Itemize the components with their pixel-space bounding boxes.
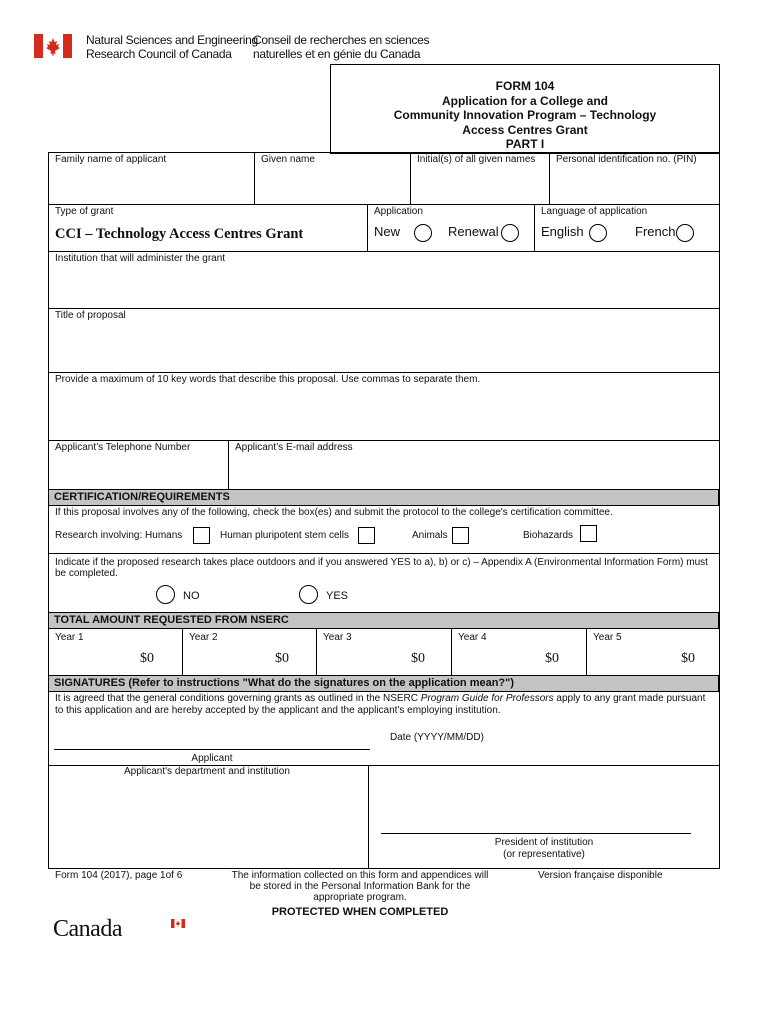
english-label: English (541, 224, 584, 239)
humans-checkbox[interactable] (193, 527, 210, 544)
col-divider (534, 204, 535, 251)
french-radio[interactable] (676, 224, 694, 242)
outdoors-no-radio[interactable] (156, 585, 175, 604)
agency-name-fr-line2: naturelles et en génie du Canada (253, 47, 421, 61)
protected-notice: PROTECTED WHEN COMPLETED (271, 906, 449, 918)
row-divider (48, 372, 720, 373)
agency-name-fr-line1: Conseil de recherches en sciences (253, 33, 430, 47)
col-divider (451, 629, 452, 676)
canada-wordmark (53, 915, 143, 945)
privacy-notice-line1: The information collected on this form and appendices will (231, 870, 489, 881)
row-divider (48, 308, 720, 309)
keywords-field[interactable] (50, 386, 718, 438)
total-amount-heading: TOTAL AMOUNT REQUESTED FROM NSERC (48, 612, 719, 629)
email-label: Applicant’s E-mail address (235, 442, 353, 453)
stem-cells-checkbox[interactable] (358, 527, 375, 544)
animals-label: Animals (412, 530, 448, 541)
year-4-amount[interactable]: $0 (545, 651, 559, 666)
year-3-amount[interactable]: $0 (411, 651, 425, 666)
signatures-heading: SIGNATURES (Refer to instructions "What do the signatures on the application mean?") (48, 675, 719, 692)
department-institution-field[interactable] (50, 779, 366, 867)
given-name-field[interactable] (256, 167, 408, 202)
president-representative-label: (or representative) (503, 849, 585, 860)
year-5-amount[interactable]: $0 (681, 651, 695, 666)
initials-label: Initial(s) of all given names (417, 154, 536, 165)
form-number: FORM 104 (495, 79, 555, 93)
col-divider (228, 440, 229, 490)
applicant-signature-line[interactable] (54, 749, 370, 750)
form-title-line3: Access Centres Grant (462, 122, 588, 137)
grant-type-label: Type of grant (55, 206, 114, 217)
family-name-field[interactable] (50, 167, 252, 202)
renewal-label: Renewal (448, 224, 499, 239)
keywords-label: Provide a maximum of 10 key words that describe this proposal. Use commas to separate them. (55, 374, 481, 385)
col-divider (549, 152, 550, 204)
given-name-label: Given name (261, 154, 315, 165)
col-divider (410, 152, 411, 204)
year-3-label: Year 3 (323, 632, 352, 643)
new-label: New (374, 224, 401, 239)
agreement-text-line2: to this application and are hereby accepted by the applicant and the applicant's employing institution. (55, 705, 501, 716)
row-divider (48, 204, 720, 205)
institution-label: Institution that will administer the grant (55, 253, 226, 264)
new-radio[interactable] (414, 224, 432, 242)
institution-field[interactable] (50, 265, 718, 306)
proposal-title-field[interactable] (50, 322, 718, 370)
privacy-notice (210, 870, 510, 903)
applicant-signature-label: Applicant (191, 753, 233, 764)
wordmark-flag-icon (171, 919, 185, 928)
outdoors-no-label: NO (183, 590, 200, 602)
canada-flag-icon (34, 34, 72, 58)
outdoors-yes-label: YES (326, 590, 349, 602)
english-radio[interactable] (589, 224, 607, 242)
program-guide-title: Program Guide for Professors (420, 693, 554, 704)
renewal-radio[interactable] (501, 224, 519, 242)
biohazards-checkbox[interactable] (580, 525, 597, 542)
phone-label: Applicant’s Telephone Number (55, 442, 191, 453)
form-part: PART I (505, 137, 545, 151)
row-divider (48, 251, 720, 252)
agency-name-en-line1: Natural Sciences and Engineering (86, 33, 258, 47)
date-label: Date (YYYY/MM/DD) (390, 732, 484, 743)
year-1-amount[interactable]: $0 (140, 651, 154, 666)
row-divider (48, 553, 720, 554)
col-divider (368, 765, 369, 869)
year-5-label: Year 5 (593, 632, 622, 643)
initials-field[interactable] (412, 167, 547, 202)
agency-name-fr (253, 33, 429, 61)
application-label: Application (374, 206, 423, 217)
certification-heading: CERTIFICATION/REQUIREMENTS (48, 489, 719, 506)
agreement-post: apply to any grant made pursuant (553, 693, 706, 704)
year-4-label: Year 4 (458, 632, 487, 643)
form-page-number: Form 104 (2017), page 1of 6 (55, 870, 183, 881)
year-2-label: Year 2 (189, 632, 218, 643)
agreement-pre: It is agreed that the general conditions governing grants as outlined in the NSERC (55, 693, 421, 704)
pin-field[interactable] (551, 167, 718, 202)
phone-field[interactable] (50, 455, 226, 488)
french-label: French (635, 224, 676, 239)
proposal-title-label: Title of proposal (55, 310, 126, 321)
privacy-notice-line3: appropriate program. (313, 892, 407, 903)
biohazards-label: Biohazards (523, 530, 574, 541)
email-field[interactable] (230, 455, 718, 488)
agency-name-en (86, 33, 258, 61)
pin-label: Personal identification no. (PIN) (556, 154, 697, 165)
outdoors-text-line1: Indicate if the proposed research takes place outdoors and if you answered YES to a), b) or c) – Appendix A (Environmental Information Form) must (55, 557, 708, 568)
form-title-line2: Community Innovation Program – Technology (393, 108, 657, 122)
french-version-note: Version française disponible (538, 870, 663, 881)
president-signature-line[interactable] (381, 833, 691, 834)
certification-intro: If this proposal involves any of the following, check the box(es) and submit the protocol to the college's certification committee. (55, 507, 613, 518)
outdoors-text-line2: be completed. (55, 568, 118, 579)
year-1-label: Year 1 (55, 632, 84, 643)
col-divider (182, 629, 183, 676)
col-divider (254, 152, 255, 204)
col-divider (316, 629, 317, 676)
language-label: Language of application (541, 206, 648, 217)
grant-type-value: CCI – Technology Access Centres Grant (55, 226, 304, 242)
president-label: President of institution (494, 837, 594, 848)
agency-name-en-line2: Research Council of Canada (86, 47, 232, 61)
research-involving-humans-label: Research involving: Humans (55, 530, 183, 541)
year-2-amount[interactable]: $0 (275, 651, 289, 666)
form-title-line1: Application for a College and (441, 93, 608, 108)
agreement-text-line1 (55, 693, 705, 704)
outdoors-yes-radio[interactable] (299, 585, 318, 604)
canada-wordmark-text: Canada (53, 916, 122, 942)
stem-cells-label: Human pluripotent stem cells (220, 530, 349, 541)
family-name-label: Family name of applicant (55, 154, 167, 165)
col-divider (367, 204, 368, 251)
col-divider (586, 629, 587, 676)
form-title (330, 79, 720, 152)
privacy-notice-line2: be stored in the Personal Information Bank for the (249, 881, 471, 892)
row-divider (48, 440, 720, 441)
animals-checkbox[interactable] (452, 527, 469, 544)
department-institution-label: Applicant's department and institution (124, 766, 290, 777)
